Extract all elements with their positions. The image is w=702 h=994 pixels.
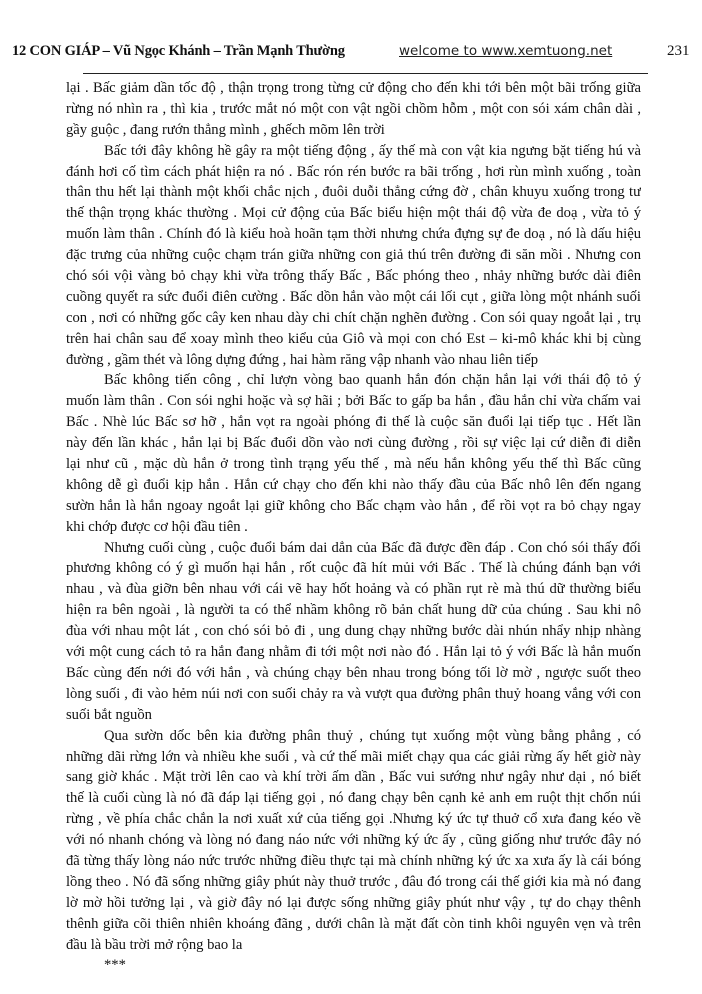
- page-number: 231: [667, 43, 690, 59]
- text-line: đã từng thấy lòng náo nức trước những điều thực tại mà chính những ký ức xa xưa ấy là cái bóng: [66, 852, 641, 869]
- text-line: muốn làm thân . Chính đó là kiểu hoà hoãn tạm thời nhưng chứa đựng sự đe doạ , nó là dấu hiệu: [66, 226, 641, 243]
- paragraph: [66, 726, 641, 956]
- text-line: với nó nhanh chóng và lòng nó đang náo nức với những ký ức ấy , cũng giống như trước đây nó: [66, 832, 641, 849]
- paragraph: [66, 538, 641, 726]
- running-header-title: 12 CON GIÁP – Vũ Ngọc Khánh – Trần Mạnh Thường: [12, 43, 345, 59]
- text-line: thế thận trọng khác thường . Mọi cử động của Bấc biểu hiện một thái độ vừa đe doạ , vừa tỏ ý: [66, 205, 641, 222]
- text-line: Bấc không tiến công , chỉ lượn vòng bao quanh hắn đón chặn hắn lại với thái độ tỏ ý: [104, 372, 641, 389]
- text-line: Qua sườn dốc bên kia đường phân thuỷ , chúng tụt xuống một vùng bằng phẳng , có: [104, 727, 641, 744]
- text-line: đùa với nhau một lát , con chó sói bỏ đi , ung dung chạy những bước dài nhún nhẩy nhịp nhàng: [66, 623, 641, 640]
- text-line: Bấc . Nhè lúc Bấc sơ hỡ , hắn vọt ra ngoài phóng đi thế là cuộc săn đuổi lại tiếp tục . Hết lần: [66, 414, 641, 431]
- text-line: không dễ gì đuổi kịp hắn . Hắn cứ chạy cho đến khi nào thấy đầu của Bấc nhô lên đến ngang: [66, 476, 641, 493]
- paragraph: [66, 78, 641, 141]
- section-separator: ***: [104, 957, 126, 974]
- text-line: đánh hơi cố tìm cách phát hiện ra nó . Bấc rón rén bước ra bãi trống , hơi rùn mình xuống , toàn: [66, 163, 641, 180]
- text-line: đường , gầm thét và lông dựng đứng , hai hàm răng vập nhanh vào nhau liên tiếp: [66, 351, 538, 368]
- text-line: chó sói vội vàng bỏ chạy khi vừa trông thấy Bấc , Bấc phóng theo , nhảy những bước dài điên: [66, 268, 641, 285]
- text-line: sang giờ khác . Mặt trời lên cao và khí trời ấm dần , Bấc vui sướng như ngây như dại , nó biết: [66, 769, 641, 786]
- text-line: này đến lần khác , hắn lại bị Bấc đuổi dồn vào nơi cùng đường , rồi sự việc lại cứ diễn đi diễn: [66, 435, 641, 452]
- text-line: đặc trưng của những cuộc chạm trán giữa những con giả thú trên đường đi săn mồi . Nhưng con: [66, 247, 641, 264]
- text-line: lồng theo . Nó đã sống những giây phút này thuở trước , đâu đó trong cái thế giới kia mà nó đang: [66, 873, 641, 890]
- text-line: Nhưng cuối cùng , cuộc đuổi bám dai dẳn của Bấc đã được đền đáp . Con chó sói thấy đối: [104, 539, 641, 556]
- paragraph: [66, 370, 641, 537]
- body-text: [66, 78, 641, 976]
- text-line: thênh giữa cõi thiên nhiên khoáng đãng , dưới chân là mặt đất còn tinh khôi nguyên vẹn và trên: [66, 915, 641, 932]
- text-line: lờ mờ hồi tưởng lại , và giờ đây nó lại được sống những giây phút như vậy , tự do chạy thênh: [66, 894, 641, 911]
- text-line: suối bắt nguồn: [66, 706, 152, 723]
- text-line: đầu là bầu trời mở rộng bao la: [66, 936, 243, 953]
- text-line: lại . Bấc giảm dần tốc độ , thận trọng trong từng cử động cho đến khi tới bên một bãi trống giữa: [66, 80, 641, 96]
- text-line: Bấc tới đây không hề gây ra một tiếng động , ấy thế mà con vật kia ngưng bặt tiếng hú và: [104, 142, 641, 159]
- text-line: thế là cuối cùng là nó đã đáp lại tiếng gọi , nó đang chạy bên cạnh kẻ anh em ruột thịt chốn núi: [66, 790, 641, 807]
- paragraph: [66, 141, 641, 371]
- text-line: cuồng quyết ra sức đuổi điên cường . Bấc dồn hắn vào một cái lối cụt , giữa lòng một nhánh suối: [66, 288, 641, 305]
- text-line: những dãi rừng lớn và nhiều khe suối , và cứ thế mãi miết chạy qua các giải rừng ấy hết giờ này: [66, 748, 641, 765]
- text-line: phương không có ý gì muốn hại hắn , rốt cuộc đã hít mủi với Bấc . Thế là chúng đánh bạn với: [66, 560, 641, 577]
- text-line: nhau , và đùa giỡn bên nhau với cái vẽ hay hốt hoảng và có phần rụt rè mà thú dữ thường biểu: [66, 581, 641, 598]
- text-line: muốn làm thân . Con sói nghi hoặc và sợ hãi ; bởi Bấc to gấp ba hắn , đầu hắn chỉ vừa chấm vai: [66, 393, 641, 410]
- text-line: lại như cũ , mặc dù hắn ở trong tình trạng yếu thế , mà nếu hắn không yếu thế thì Bấc cũng: [66, 456, 641, 473]
- text-line: con , nơi có những gốc cây ken nhau dày chi chít chặn nghẽn đường . Con sói quay ngoắt lại , trụ: [66, 309, 641, 326]
- text-line: rừng , về phía chắc chắn la nơi xuất xứ của tiếng gọi .Nhưng ký ức tự thuở cổ xưa đang kéo về: [66, 811, 641, 828]
- text-line: lòng suối , đi vào hẻm núi nơi con suối chảy ra và vượt qua đường phân thuỷ hoang vắng với con: [66, 685, 641, 702]
- text-line: với một cung cách tỏ ra hắn đang nhằm đi tới một nơi nào đó . Hắn lại tỏ ý với Bấc là hắn muốn: [66, 644, 641, 661]
- text-line: trên hai chân sau để xoay mình theo kiểu của Giô và mọi con chó Est – ki-mô khác khi bị cùng: [66, 330, 641, 347]
- text-line: hiện ra bên ngoài , là người ta có thể nhầm không rõ bản chất hung dữ của chúng . Sau khi nô: [66, 602, 641, 619]
- text-line: thân thu hết lại thành một khối chắc nịch , đuôi duỗi thẳng cứng đờ , chân khuyu xuống trong tư: [66, 184, 641, 201]
- website-link[interactable]: welcome to www.xemtuong.net: [399, 43, 613, 59]
- text-line: Bấc cùng đến nới đó với hắn , và chúng chạy bên nhau trong bóng tối lờ mờ , ngược suốt theo: [66, 664, 641, 681]
- text-line: rừng nó nhìn ra , thì kia , trước mắt nó một con vật ngồi chồm hỗm , một con sói xám chân dài ,: [66, 100, 641, 117]
- text-line: gầy guộc , đang rướn thẳng mình , ghếch mõm lên trời: [66, 121, 385, 138]
- text-line: khi chớp được cơ hội đầu tiên .: [66, 518, 248, 535]
- text-line: sườn hắn là hắn ngoay ngoắt lại giữ không cho Bấc chạm vào hắn , để rồi vọt ra bỏ chạy ngay: [66, 497, 641, 514]
- header-rule: [83, 73, 648, 74]
